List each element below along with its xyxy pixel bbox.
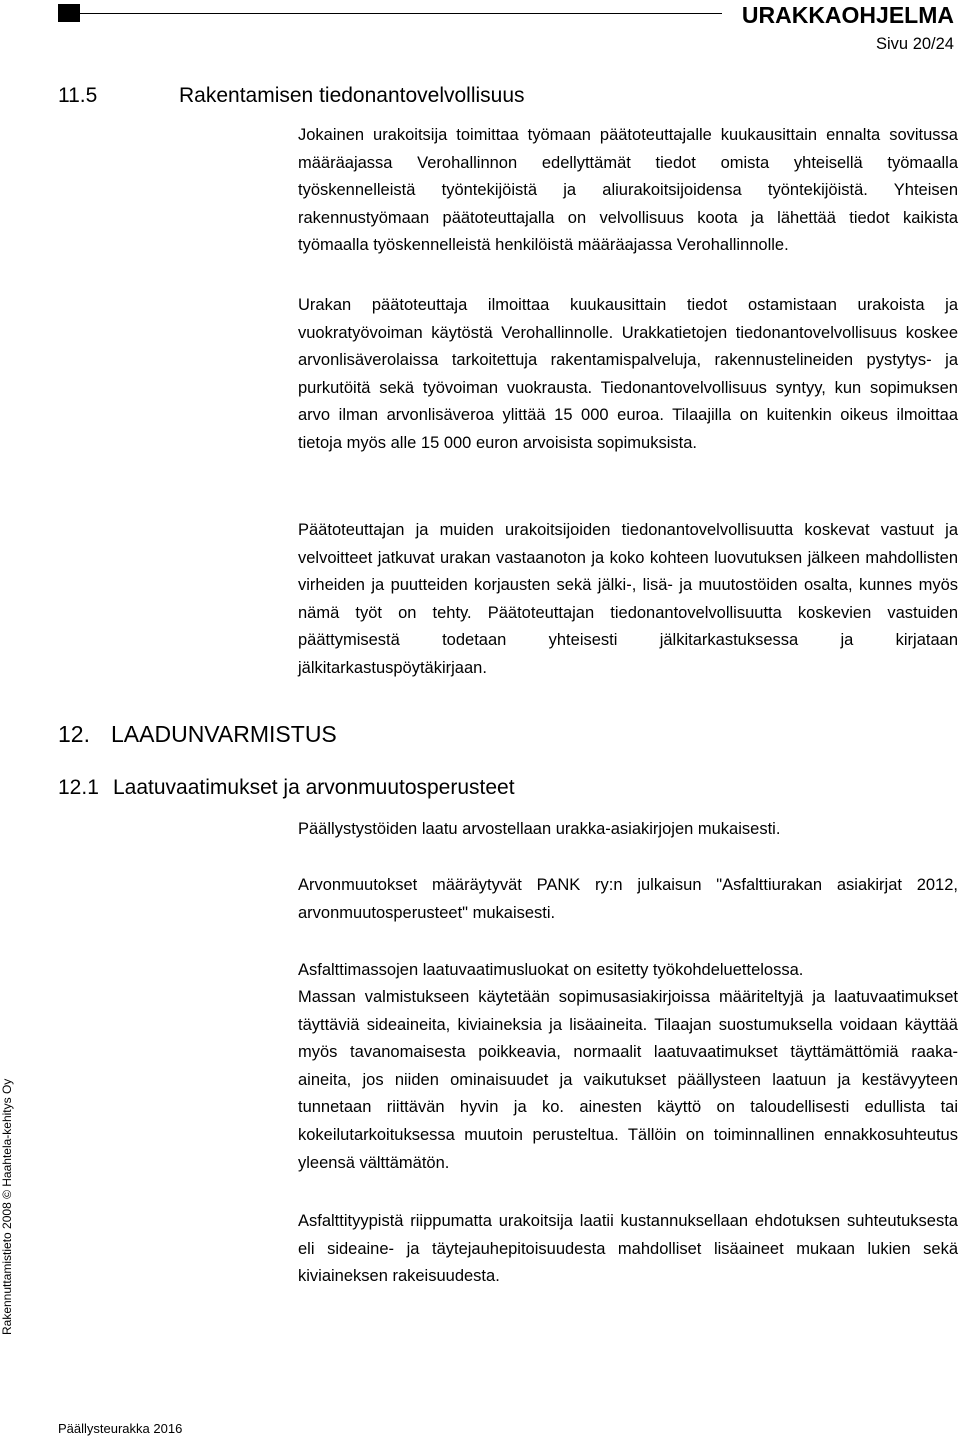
section-12-number: 12.	[58, 721, 90, 747]
section-11-5-number: 11.5	[58, 84, 98, 107]
section-12-title: LAADUNVARMISTUS	[111, 721, 337, 747]
section-12-1-heading	[58, 776, 515, 800]
side-copyright-text: Rakennuttamistieto 2008 © Haahtela-kehitys Oy	[0, 1078, 14, 1335]
paragraph: Arvonmuutokset määräytyvät PANK ry:n julkaisun "Asfalttiurakan asiakirjat 2012, arvonmuutosperusteet" mukaisesti.	[298, 876, 958, 922]
paragraph: Päätoteuttajan ja muiden urakoitsijoiden tiedonantovelvollisuutta koskevat vastuut ja velvoitteet jatkuvat urakan vastaanoton ja koko kohteen luovutuksen jälkeen mahdollisten virheiden ja puutteiden korjausten sekä jälki-, lisä- ja muutostöiden osalta, kunnes myös nämä työt on tehty. Päätoteuttajan tiedonantovelvollisuutta koskevien vastuiden päättymisestä todetaan yhteisesti jälkitarkastuksessa ja kirjataan jälkitarkastuspöytäkirjaan.	[298, 521, 958, 677]
section-12-1-title: Laatuvaatimukset ja arvonmuutosperusteet	[113, 776, 515, 799]
section-11-5-heading	[58, 84, 525, 108]
header-rule	[80, 13, 722, 14]
paragraph: Asfalttimassojen laatuvaatimusluokat on esitetty työkohdeluettelossa.	[298, 961, 804, 979]
section-12-1-number: 12.1	[58, 776, 99, 799]
paragraph: Jokainen urakoitsija toimittaa työmaan päätoteuttajalle kuukausittain ennalta sovitussa määräajassa Verohallinnon edellyttämät tiedot omista yhteisellä työmaalla työskennelleistä työntekijöistä ja aliurakoitsijoidensa työntekijöistä. Yhteisen rakennustyömaan päätoteuttajalla on velvollisuus koota ja lähettää tiedot kaikista työmaalla työskennelleistä henkilöistä määräajassa Verohallinnolle.	[298, 126, 958, 255]
footer-text: Päällysteurakka 2016	[58, 1421, 183, 1436]
paragraph: Päällystystöiden laatu arvostellaan urakka-asiakirjojen mukaisesti.	[298, 820, 781, 838]
section-11-5-title: Rakentamisen tiedonantovelvollisuus	[179, 84, 525, 107]
page-number: Sivu 20/24	[876, 35, 954, 53]
header-square	[58, 4, 80, 22]
section-12-heading	[58, 721, 337, 748]
paragraph: Asfalttityypistä riippumatta urakoitsija laatii kustannuksellaan ehdotuksen suhteutuksesta eli sideaine- ja täytejauhepitoisuudesta mahdolliset lisäaineet mukaan lukien sekä kiviaineksen rakeisuudesta.	[298, 1212, 958, 1286]
paragraph: Massan valmistukseen käytetään sopimusasiakirjoissa määriteltyjä ja laatuvaatimukset täyttäviä sideaineita, kiviaineksia ja lisäaineita. Tilaajan suostumuksella voidaan käyttää myös tavanomaisesta poikkeavia, normaalit laatuvaatimukset täyttämättömiä raaka-aineita, jos niiden ominaisuudet ja vaikutukset päällysteen laatuun ja kestävyyteen tunnetaan riittävän hyvin ja ko. ainesten käyttö on taloudellisesti edullista tai kokeilutarkoituksessa muutoin perusteltua. Tällöin on toiminnallinen ennakkosuhteutus yleensä välttämätön.	[298, 988, 958, 1172]
paragraph: Urakan päätoteuttaja ilmoittaa kuukausittain tiedot ostamistaan urakoista ja vuokratyövoiman käytöstä Verohallinnolle. Urakkatietojen tiedonantovelvollisuus koskee arvonlisäverolaissa tarkoitettuja rakentamispalveluja, rakennustelineiden pystytys- ja purkutöitä sekä työvoiman vuokrausta. Tiedonantovelvollisuus syntyy, kun sopimuksen arvo ilman arvonlisäveroa ylittää 15 000 euroa. Tilaajilla on kuitenkin oikeus ilmoittaa tietoja myös alle 15 000 euron arvoisista sopimuksista.	[298, 296, 958, 452]
header-title: URAKKAOHJELMA	[741, 2, 954, 28]
